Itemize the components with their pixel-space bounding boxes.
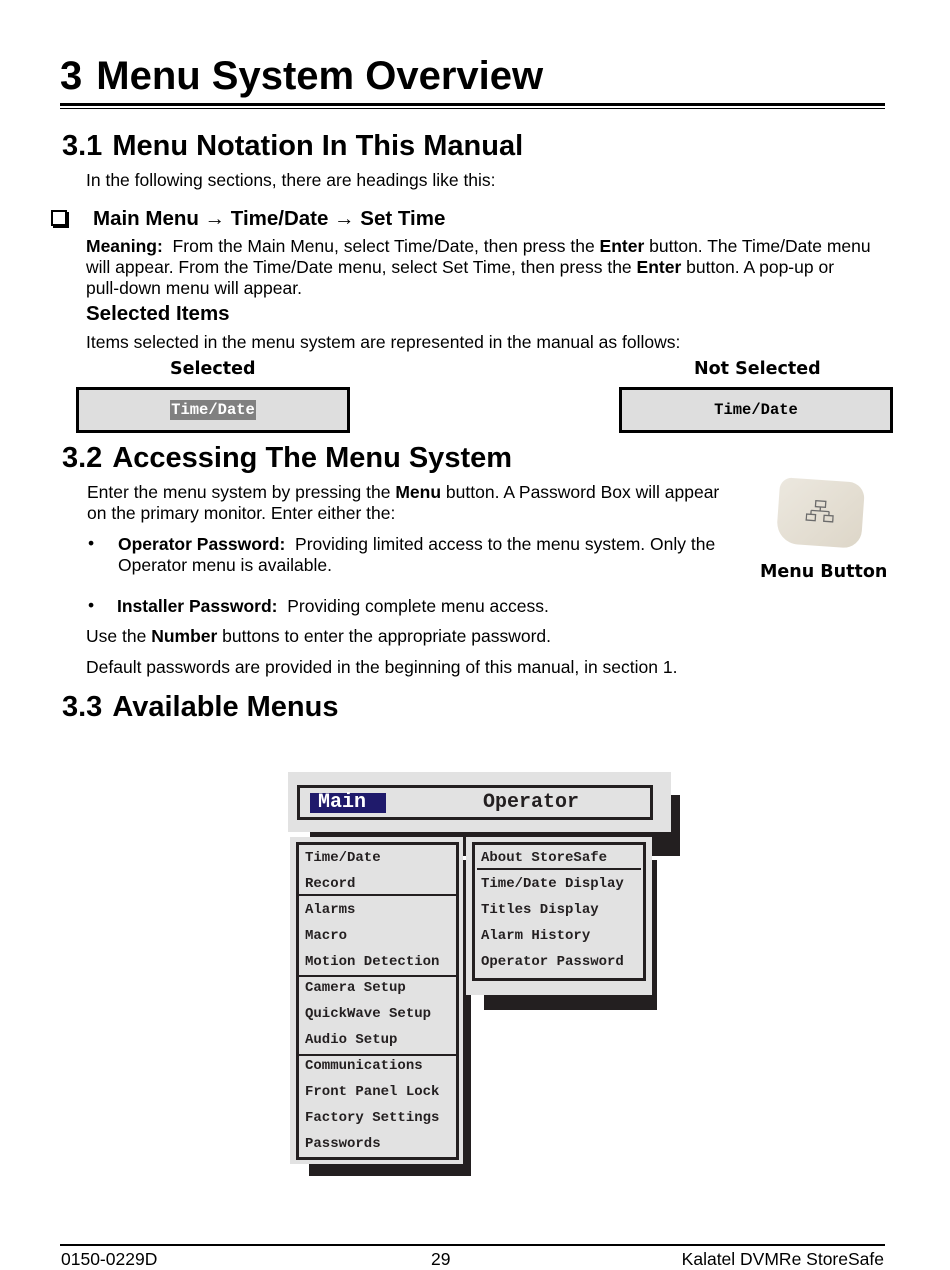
paragraph-text: Use the [86, 626, 151, 646]
menu-item-titles-display[interactable]: Titles Display [481, 902, 599, 918]
menu-separator [477, 868, 641, 870]
menu-access-paragraph [87, 482, 719, 524]
menu-item-factory-settings[interactable]: Factory Settings [305, 1110, 439, 1126]
section-3-1-heading [62, 130, 523, 163]
operator-password-text: Providing limited access to the menu system. Only the [295, 534, 715, 554]
footer-page-number: 29 [431, 1249, 450, 1270]
section-3-1-intro: In the following sections, there are headings like this: [86, 170, 496, 191]
installer-password-item [117, 596, 549, 617]
menu-item-camera-setup[interactable]: Camera Setup [305, 980, 406, 996]
operator-password-item [118, 534, 715, 576]
menu-item-audio-setup[interactable]: Audio Setup [305, 1032, 397, 1048]
bullet-glyph: • [88, 595, 94, 616]
enter-keyword: Enter [637, 257, 682, 277]
number-keyword: Number [151, 626, 217, 646]
section-title: Menu Notation In This Manual [112, 130, 523, 162]
main-tab[interactable]: Main [318, 791, 366, 814]
footer-product-name: Kalatel DVMRe StoreSafe [682, 1249, 884, 1270]
menu-item-communications[interactable]: Communications [305, 1058, 423, 1074]
menu-keyword: Menu [395, 482, 441, 502]
menu-item-operator-password[interactable]: Operator Password [481, 954, 624, 970]
menu-separator [299, 1054, 456, 1056]
menu-button-label: Menu Button [760, 562, 887, 582]
menu-item-macro[interactable]: Macro [305, 928, 347, 944]
menu-item-time-date-display[interactable]: Time/Date Display [481, 876, 624, 892]
meaning-text: button. A pop-up or [681, 257, 834, 277]
title-rule-thick [60, 103, 885, 106]
meaning-label: Meaning: [86, 236, 163, 256]
section-number: 3.2 [62, 442, 102, 474]
footer-rule [60, 1244, 885, 1246]
paragraph-text: buttons to enter the appropriate password. [217, 626, 551, 646]
menu-item-motion-detection[interactable]: Motion Detection [305, 954, 439, 970]
installer-password-label: Installer Password: [117, 596, 277, 616]
meaning-text: pull-down menu will appear. [86, 278, 896, 299]
installer-password-text: Providing complete menu access. [287, 596, 549, 616]
operator-tab[interactable]: Operator [483, 791, 579, 814]
menu-item-quickwave-setup[interactable]: QuickWave Setup [305, 1006, 431, 1022]
selected-items-text: Items selected in the menu system are represented in the manual as follows: [86, 332, 680, 353]
operator-password-label: Operator Password: [118, 534, 285, 554]
footer-doc-number: 0150-0229D [61, 1249, 157, 1270]
chapter-number: 3 [60, 54, 82, 98]
operator-password-text: Operator menu is available. [118, 555, 715, 576]
title-rule-thin [60, 108, 885, 109]
section-number: 3.1 [62, 130, 102, 162]
menu-item-about-storesafe[interactable]: About StoreSafe [481, 850, 607, 866]
paragraph-text: Enter the menu system by pressing the [87, 482, 395, 502]
menu-item-alarm-history[interactable]: Alarm History [481, 928, 590, 944]
checkbox-icon [51, 210, 67, 226]
menu-separator [299, 975, 456, 977]
selected-sample-text: Time/Date [170, 400, 256, 420]
menu-separator [299, 894, 456, 896]
example-menu-path-heading: Main Menu → Time/Date → Set Time [93, 207, 445, 231]
meaning-text: From the Main Menu, select Time/Date, then press the [173, 236, 600, 256]
section-number: 3.3 [62, 691, 102, 723]
chapter-title-text: Menu System Overview [96, 54, 543, 98]
menu-item-passwords[interactable]: Passwords [305, 1136, 381, 1152]
section-3-2-heading [62, 442, 512, 475]
not-selected-sample-text: Time/Date [714, 401, 798, 419]
meaning-text: will appear. From the Time/Date menu, select Set Time, then press the [86, 257, 637, 277]
not-selected-sample-box [619, 387, 893, 433]
menu-item-record[interactable]: Record [305, 876, 355, 892]
chapter-title [60, 54, 543, 99]
menu-item-time-date[interactable]: Time/Date [305, 850, 381, 866]
section-3-3-heading [62, 691, 339, 724]
menu-item-alarms[interactable]: Alarms [305, 902, 355, 918]
number-buttons-line [86, 626, 551, 647]
section-title: Available Menus [112, 691, 338, 723]
enter-keyword: Enter [600, 236, 645, 256]
meaning-text: button. The Time/Date menu [644, 236, 870, 256]
section-title: Accessing The Menu System [112, 442, 512, 474]
selected-sample-box [76, 387, 350, 433]
selected-label: Selected [170, 359, 255, 379]
paragraph-text: button. A Password Box will appear [441, 482, 719, 502]
menu-button-image [776, 477, 865, 549]
selected-items-heading: Selected Items [86, 302, 230, 326]
default-passwords-line: Default passwords are provided in the beginning of this manual, in section 1. [86, 657, 677, 678]
menu-item-front-panel-lock[interactable]: Front Panel Lock [305, 1084, 439, 1100]
hierarchy-icon [805, 499, 835, 525]
bullet-glyph: • [88, 533, 94, 554]
not-selected-label: Not Selected [694, 359, 821, 379]
meaning-paragraph [86, 236, 896, 299]
paragraph-text: on the primary monitor. Enter either the: [87, 503, 719, 524]
